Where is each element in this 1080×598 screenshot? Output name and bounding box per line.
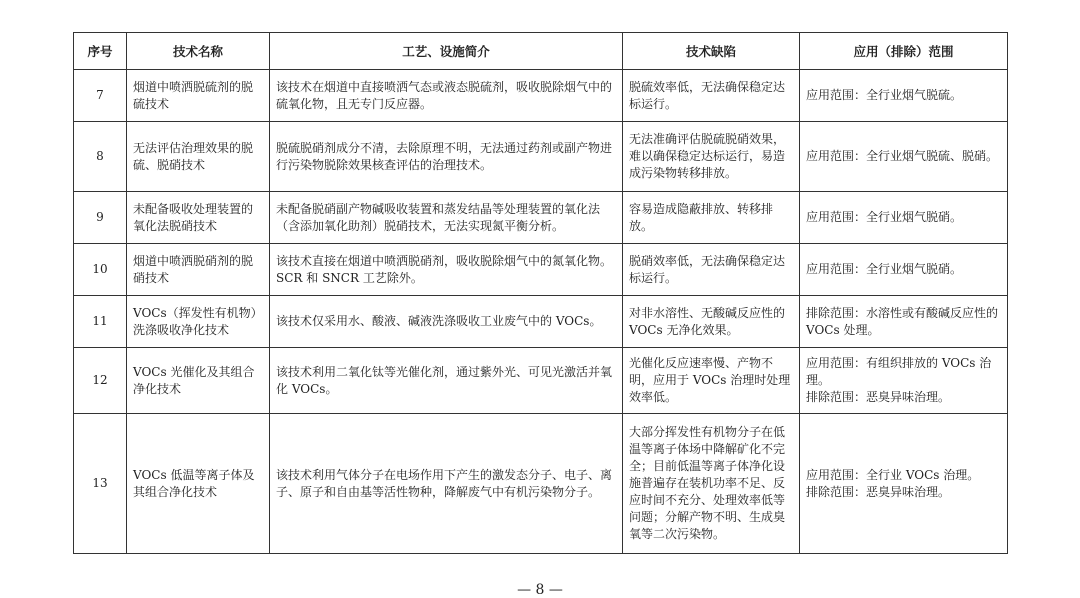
- row-number: 10: [74, 244, 127, 296]
- header-technical-defect: 技术缺陷: [623, 33, 800, 70]
- technical-defect: 对非水溶性、无酸碱反应性的 VOCs 无净化效果。: [623, 296, 800, 348]
- table-header-row: [74, 33, 1008, 70]
- scope-line: 应用范围：全行业烟气脱硫、脱硝。: [806, 149, 999, 163]
- scope-line: 排除范围：恶臭异味治理。: [806, 484, 951, 499]
- row-number: 12: [74, 348, 127, 414]
- header-application-scope: 应用（排除）范围: [800, 33, 1008, 70]
- process-description: 该技术在烟道中直接喷洒气态或液态脱硫剂，吸收脱除烟气中的硫氧化物，且无专门反应器。: [270, 70, 623, 122]
- technology-name: 烟道中喷洒脱硫剂的脱硫技术: [127, 70, 270, 122]
- technology-name: 无法评估治理效果的脱硫、脱硝技术: [127, 122, 270, 192]
- row-number: 8: [74, 122, 127, 192]
- scope-line: 应用范围：全行业烟气脱硝。: [806, 210, 963, 224]
- row-number: 7: [74, 70, 127, 122]
- scope-line: 应用范围：有组织排放的 VOCs 治理。: [806, 356, 992, 387]
- application-scope: [800, 348, 1008, 414]
- table-row: [74, 122, 1008, 192]
- table-row: [74, 348, 1008, 414]
- table-row: [74, 192, 1008, 244]
- table-row: [74, 70, 1008, 122]
- application-scope: [800, 70, 1008, 122]
- scope-line: 排除范围：水溶性或有酸碱反应性的 VOCs 处理。: [806, 305, 999, 337]
- header-process-description: 工艺、设施简介: [270, 33, 623, 70]
- scope-line: 排除范围：恶臭异味治理。: [806, 390, 951, 404]
- technology-name: VOCs 低温等离子体及其组合净化技术: [127, 414, 270, 554]
- row-number: 11: [74, 296, 127, 348]
- process-description: 该技术利用二氧化钛等光催化剂，通过紫外光、可见光激活并氧化 VOCs。: [270, 348, 623, 414]
- application-scope: [800, 414, 1008, 554]
- technology-table: [73, 32, 1008, 554]
- technical-defect: 大部分挥发性有机物分子在低温等离子体场中降解矿化不完全；目前低温等离子体净化设施普遍存在装机功率不足、反应时间不充分、处理效率低等问题；分解产物不明、生成臭氧等二次污染物。: [623, 414, 800, 554]
- scope-line: 应用范围：全行业烟气脱硝。: [806, 262, 963, 276]
- technology-name: VOCs（挥发性有机物）洗涤吸收净化技术: [127, 296, 270, 348]
- scope-line: 应用范围：全行业烟气脱硫。: [806, 88, 963, 102]
- row-number: 13: [74, 414, 127, 554]
- scope-line: 应用范围：全行业 VOCs 治理。: [806, 467, 980, 482]
- technology-name: 烟道中喷洒脱硝剂的脱硝技术: [127, 244, 270, 296]
- row-number: 9: [74, 192, 127, 244]
- application-scope: [800, 192, 1008, 244]
- technical-defect: 光催化反应速率慢、产物不明，应用于 VOCs 治理时处理效率低。: [623, 348, 800, 414]
- technical-defect: 无法准确评估脱硫脱硝效果，难以确保稳定达标运行，易造成污染物转移排放。: [623, 122, 800, 192]
- header-technology-name: 技术名称: [127, 33, 270, 70]
- process-description: 脱硫脱硝剂成分不清，去除原理不明，无法通过药剂或副产物进行污染物脱除效果核查评估的治理技术。: [270, 122, 623, 192]
- page-number: — 8 —: [517, 582, 563, 598]
- process-description: 该技术直接在烟道中喷洒脱硝剂，吸收脱除烟气中的氮氧化物。SCR 和 SNCR 工艺除外。: [270, 244, 623, 296]
- header-serial-number: 序号: [74, 33, 127, 70]
- application-scope: [800, 296, 1008, 348]
- process-description: 未配备脱硝副产物碱吸收装置和蒸发结晶等处理装置的氧化法（含添加氧化助剂）脱硝技术，无法实现氮平衡分析。: [270, 192, 623, 244]
- application-scope: [800, 122, 1008, 192]
- technical-defect: 脱硫效率低，无法确保稳定达标运行。: [623, 70, 800, 122]
- technical-defect: 脱硝效率低，无法确保稳定达标运行。: [623, 244, 800, 296]
- table-row: [74, 296, 1008, 348]
- process-description: 该技术仅采用水、酸液、碱液洗涤吸收工业废气中的 VOCs。: [270, 296, 623, 348]
- technology-name: 未配备吸收处理装置的氧化法脱硝技术: [127, 192, 270, 244]
- application-scope: [800, 244, 1008, 296]
- technical-defect: 容易造成隐蔽排放、转移排放。: [623, 192, 800, 244]
- process-description: 该技术利用气体分子在电场作用下产生的激发态分子、电子、离子、原子和自由基等活性物种，降解废气中有机污染物分子。: [270, 414, 623, 554]
- technology-name: VOCs 光催化及其组合净化技术: [127, 348, 270, 414]
- table-row: [74, 414, 1008, 554]
- table-row: [74, 244, 1008, 296]
